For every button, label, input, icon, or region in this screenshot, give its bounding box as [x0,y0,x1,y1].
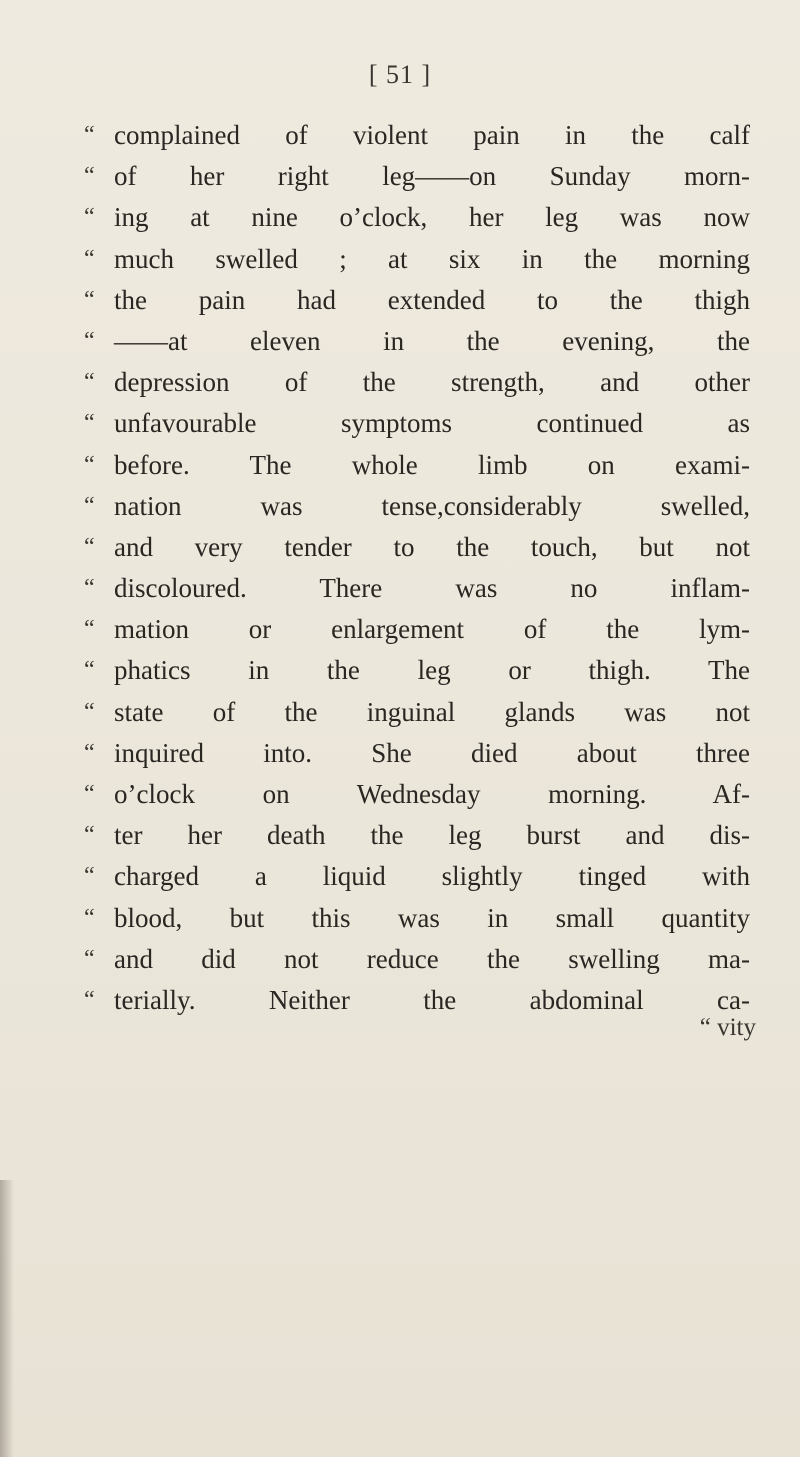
line-text: charged a liquid slightly tinged with [114,861,750,892]
quote-mark: “ [84,781,95,807]
text-line [84,197,764,238]
quote-mark: “ [84,286,95,313]
text-line [84,445,764,486]
line-text: before. The whole limb on exami- [114,449,750,480]
line-text: ——at eleven in the evening, the [114,325,750,356]
text-line [84,856,764,897]
quote-mark: “ [84,863,95,890]
text-line [84,239,764,280]
line-text: phatics in the leg or thigh. The [114,655,750,686]
line-text: state of the inguinal glands was not [114,696,750,727]
text-line [84,898,764,939]
line-text: discoloured. There was no inflam- [114,573,750,604]
quote-mark: “ [84,616,95,643]
text-line [84,980,764,1021]
text-line [84,280,764,321]
text-line [84,650,764,691]
text-line [84,774,764,815]
line-text: of her right leg——on Sunday morn- [114,161,750,192]
line-text: blood, but this was in small quantity [114,902,750,933]
text-line [84,815,764,856]
line-text: the pain had extended to the thigh [114,284,750,315]
quote-mark: “ [84,657,95,684]
text-line [84,486,764,527]
line-text: o’clock on Wednesday morning. Af- [114,779,750,809]
page-number: [ 51 ] [368,60,432,89]
text-line [84,362,764,403]
line-text: mation or enlargement of the lym- [114,614,750,645]
catchword: “ vity [699,1014,756,1041]
line-text: nation was tense,considerably swelled, [114,490,750,521]
text-line [84,321,764,362]
line-text: ing at nine o’clock, her leg was now [114,202,750,233]
line-text: and did not reduce the swelling ma- [114,943,750,974]
text-line [84,692,764,733]
quote-mark: “ [84,945,95,972]
quote-mark: “ [84,451,95,478]
line-text: much swelled ; at six in the morning [114,243,750,274]
quote-mark: “ [84,122,95,148]
line-text: inquired into. She died about three [114,737,750,768]
text-line [84,733,764,774]
quote-mark: “ [84,533,95,560]
line-text: terially. Neither the abdominal ca- [114,984,750,1015]
text-line [84,403,764,444]
quote-mark: “ [84,410,95,437]
text-line [84,115,764,156]
line-text: and very tender to the touch, but not [114,531,750,562]
line-text: unfavourable symptoms continued as [114,408,750,439]
quote-mark: “ [84,204,95,231]
quote-mark: “ [84,369,95,396]
text-line [84,609,764,650]
text-line [84,527,764,568]
quote-mark: “ [84,327,95,354]
quote-mark: “ [84,739,95,766]
quote-mark: “ [84,492,95,519]
text-line [84,568,764,609]
line-text: ter her death the leg burst and dis- [114,820,750,851]
page-edge-shadow [0,1180,14,1457]
quote-mark: “ [84,245,95,272]
line-text: complained of violent pain in the calf [114,120,750,150]
quote-mark: “ [84,904,95,931]
quote-mark: “ [84,575,95,602]
quote-mark: “ [84,163,95,190]
body-text [84,115,764,1021]
text-line [84,156,764,197]
line-text: depression of the strength, and other [114,367,750,398]
quote-mark: “ [84,698,95,725]
text-line [84,939,764,980]
quote-mark: “ [84,822,95,849]
quote-mark: “ [84,986,95,1013]
